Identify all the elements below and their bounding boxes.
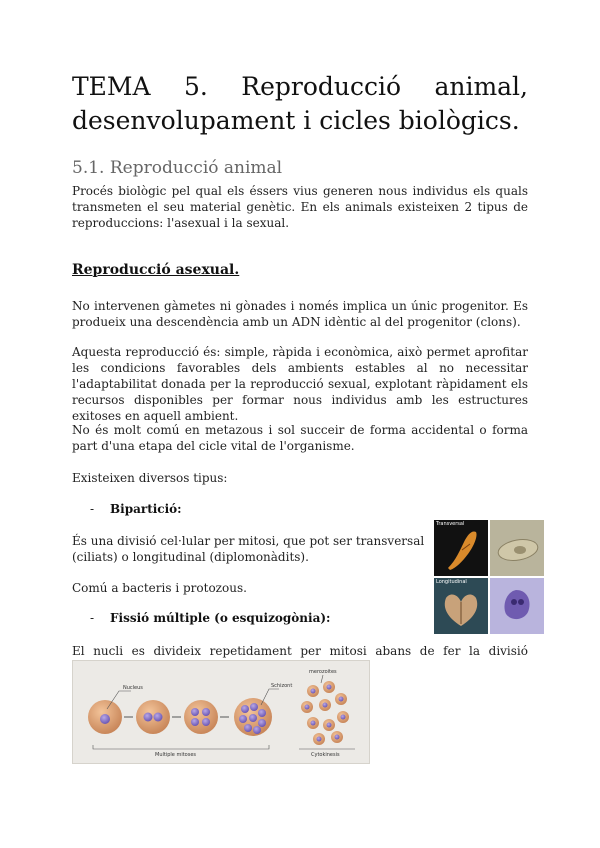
paragraph: No intervenen gàmetes ni gònades i només implica un únic progenitor. Es produeix una descendència amb un ADN idèntic al del progenitor (clons). — [72, 299, 528, 329]
title-word: 5. — [183, 72, 208, 101]
longitudinal-micrograph — [434, 578, 488, 634]
bullet-label: Bipartició: — [110, 502, 182, 516]
bullet-dash: - — [90, 611, 95, 625]
longitudinal-micrograph-2 — [490, 578, 544, 634]
diagram-label-multiple-mitoses: Multiple mitoses — [155, 752, 197, 758]
paragraph: Existeixen diversos tipus: — [72, 471, 228, 485]
title-word: TEMA — [72, 72, 151, 101]
page-title — [72, 70, 528, 138]
bullet-label: Fissió múltiple (o esquizogònia): — [110, 611, 331, 625]
intro-paragraph: Procés biològic pel qual els éssers vius generen nous individus els quals transmeten el seu material genètic. En els animals existeixen 2 tipus de reproduccions: l'asexual i la sexual. — [72, 184, 528, 230]
asexual-heading: Reproducció asexual. — [72, 262, 240, 278]
section-heading: 5.1. Reproducció animal — [72, 158, 283, 178]
image-tag: Transversal — [436, 521, 465, 527]
image-tag: Longitudinal — [436, 579, 467, 585]
paragraph: És una divisió cel·lular per mitosi, que pot ser transversal (ciliats) o longitudinal (diplomonàdits). — [72, 534, 425, 564]
diagram-label-schizont: Schizont — [271, 683, 293, 689]
bullet-bipartition — [90, 502, 182, 516]
bipartition-micrographs — [434, 520, 546, 636]
title-word: Reproducció — [241, 72, 402, 101]
diagram-label-merozoites: merozoites — [309, 669, 337, 675]
paragraph: Aquesta reproducció és: simple, ràpida i econòmica, això permet aprofitar les condicions favorables dels ambients estables al no necessitar l'adaptabilitat donada per la reproducció sexual, explotant ràpidament els recursos disponibles per formar nous individus amb les estructures exitoses en aquell ambient. — [72, 345, 528, 423]
title-word: animal, — [434, 72, 528, 101]
paragraph: Comú a bacteris i protozous. — [72, 581, 247, 595]
schizogony-diagram — [72, 660, 370, 764]
bullet-multiple-fission — [90, 611, 330, 625]
paragraph: El nucli es divideix repetidament per mitosi abans de fer la divisió — [72, 644, 528, 658]
bullet-dash: - — [90, 502, 95, 516]
diagram-label-cytokinesis: Cytokinesis — [311, 752, 340, 758]
transversal-micrograph-2 — [490, 520, 544, 576]
diagram-label-nucleus: Nucleus — [123, 685, 143, 691]
transversal-micrograph — [434, 520, 488, 576]
title-line-2: desenvolupament i cicles biològics. — [72, 106, 520, 135]
paragraph: No és molt comú en metazous i sol succeir de forma accidental o forma part d'una etapa del cicle vital de l'organisme. — [72, 423, 528, 453]
